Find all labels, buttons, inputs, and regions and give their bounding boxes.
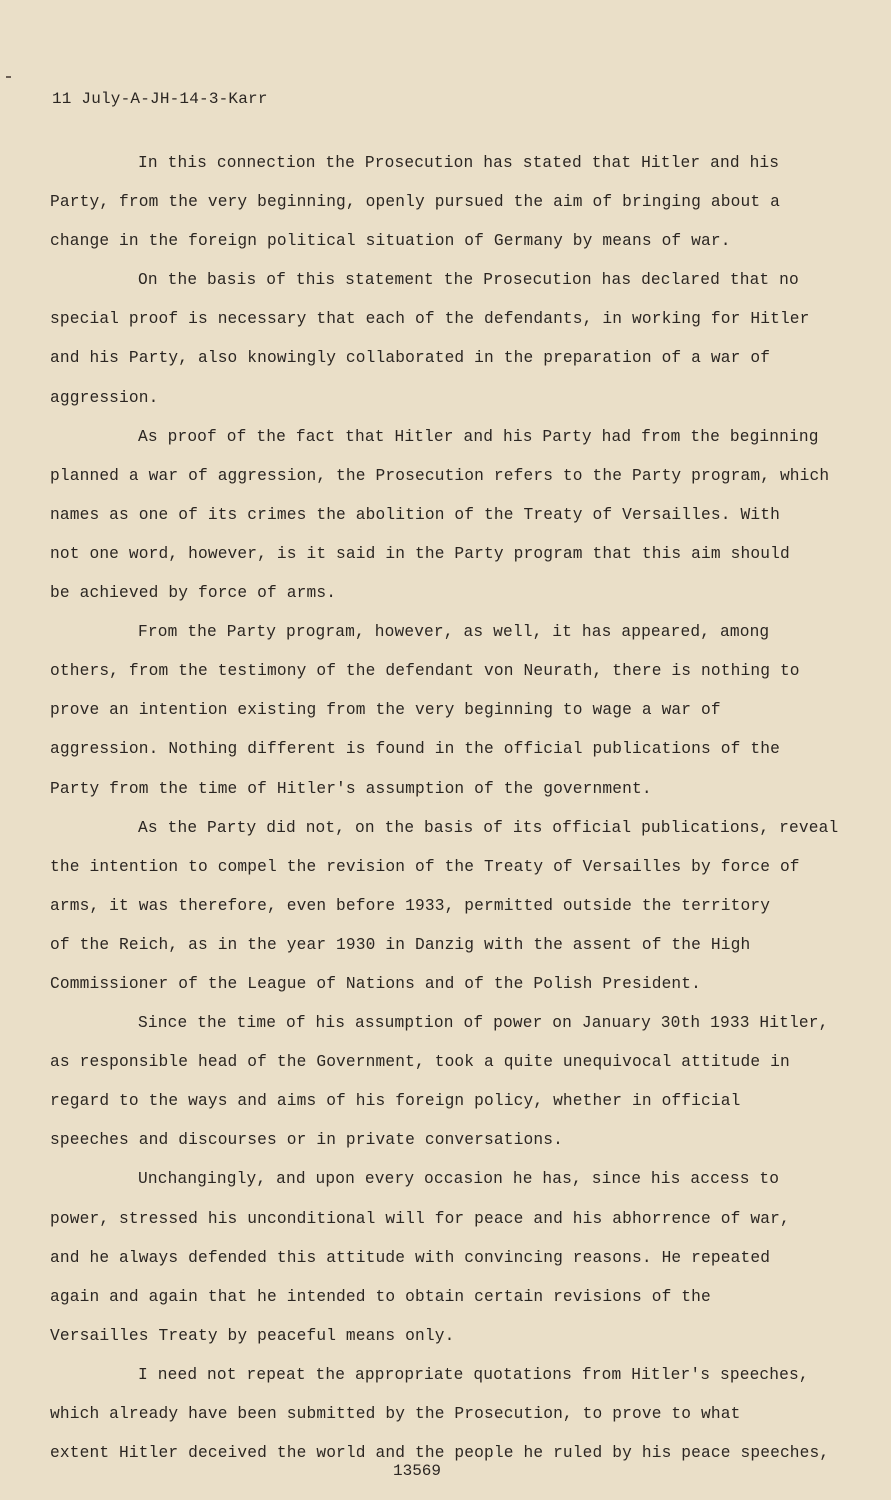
page-number: 13569	[393, 1462, 442, 1480]
text-line: Party, from the very beginning, openly pursued the aim of bringing about a	[50, 193, 780, 212]
text-line: again and again that he intended to obtain certain revisions of the	[50, 1287, 711, 1306]
text-line: and he always defended this attitude with convincing reasons. He repeated	[50, 1248, 771, 1267]
margin-mark	[6, 76, 11, 78]
text-line: As the Party did not, on the basis of its official publications, reveal	[138, 818, 839, 837]
text-line: of the Reich, as in the year 1930 in Danzig with the assent of the High	[50, 935, 751, 954]
text-line: Commissioner of the League of Nations and of the Polish President.	[50, 974, 702, 993]
text-line: arms, it was therefore, even before 1933, permitted outside the territory	[50, 896, 771, 915]
document-body	[50, 144, 839, 1473]
text-line: aggression.	[50, 388, 159, 407]
text-line: names as one of its crimes the abolition of the Treaty of Versailles. With	[50, 505, 780, 524]
text-line: Since the time of his assumption of power on January 30th 1933 Hitler,	[138, 1014, 829, 1033]
text-line: Unchangingly, and upon every occasion he has, since his access to	[138, 1170, 780, 1189]
text-line: As proof of the fact that Hitler and his Party had from the beginning	[138, 427, 819, 446]
text-line: regard to the ways and aims of his foreign policy, whether in official	[50, 1092, 741, 1111]
text-line: as responsible head of the Government, took a quite unequivocal attitude in	[50, 1053, 790, 1072]
text-line: Party from the time of Hitler's assumption of the government.	[50, 779, 652, 798]
text-line: power, stressed his unconditional will for peace and his abhorrence of war,	[50, 1209, 790, 1228]
text-line: the intention to compel the revision of the Treaty of Versailles by force of	[50, 857, 800, 876]
text-line: others, from the testimony of the defendant von Neurath, there is nothing to	[50, 662, 800, 681]
document-header: 11 July-A-JH-14-3-Karr	[52, 90, 268, 108]
text-line: Versailles Treaty by peaceful means only.	[50, 1326, 455, 1345]
text-line: On the basis of this statement the Prosecution has declared that no	[138, 271, 799, 290]
text-line: From the Party program, however, as well, it has appeared, among	[138, 623, 770, 642]
text-line: change in the foreign political situation of Germany by means of war.	[50, 232, 731, 251]
text-line: which already have been submitted by the Prosecution, to prove to what	[50, 1405, 741, 1423]
text-line: aggression. Nothing different is found in the official publications of the	[50, 740, 780, 759]
text-line: be achieved by force of arms.	[50, 584, 337, 603]
text-line: and his Party, also knowingly collaborated in the preparation of a war of	[50, 349, 771, 368]
text-line: prove an intention existing from the very beginning to wage a war of	[50, 701, 721, 720]
text-line: speeches and discourses or in private conversations.	[50, 1131, 563, 1150]
text-line: planned a war of aggression, the Prosecution refers to the Party program, which	[50, 466, 830, 485]
text-line: not one word, however, is it said in the Party program that this aim should	[50, 544, 790, 563]
text-line: I need not repeat the appropriate quotations from Hitler's speeches,	[138, 1365, 809, 1384]
text-line: special proof is necessary that each of the defendants, in working for Hitler	[50, 310, 810, 329]
text-line: In this connection the Prosecution has stated that Hitler and his	[138, 154, 780, 172]
text-line: extent Hitler deceived the world and the people he ruled by his peace speeches,	[50, 1444, 830, 1463]
